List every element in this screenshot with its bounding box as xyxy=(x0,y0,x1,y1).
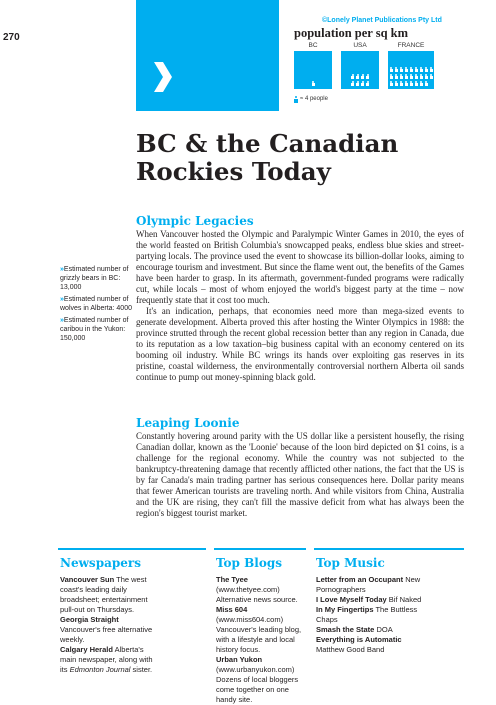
page-title: BC & the Canadian Rockies Today xyxy=(136,129,399,186)
person-icon xyxy=(405,67,408,72)
person-icon xyxy=(366,81,369,86)
column-heading-music: Top Music xyxy=(316,556,385,570)
list-item: I Love Myself Today Bif Naked xyxy=(316,595,422,604)
infographic-legend: ≈ 4 people xyxy=(300,96,328,102)
person-icon xyxy=(395,81,398,86)
person-icon xyxy=(425,81,428,86)
person-icon xyxy=(410,74,413,79)
person-icon xyxy=(400,67,403,72)
paragraph: Constantly hovering around parity with the US dollar like a persistent housefly, the rising Canadian dollar, known as the 'Loonie' because of the loon bird depicted on $1 coins, is a challenge for the regional economy. While the country was not subjected to the bankruptcy-threatening damage that recently afflicted other nations, the fact that the US is by far Canada's main trading partner has serious consequences here. Dollar parity means that fewer American tourists are traveling north. And while visitors from China, Australia and the UK are rising, they can't fill the massive deficit from what has always been the region's biggest tourist market. xyxy=(136,431,464,518)
person-icon xyxy=(312,81,315,86)
infographic-title: population per sq km xyxy=(294,26,409,40)
list-item: The Tyee (www.thetyee.com) Alternative news source. xyxy=(216,575,298,604)
sidebar-facts xyxy=(60,265,132,346)
person-icon xyxy=(390,74,393,79)
list-item: Urban Yukon (www.urbanyukon.com) Dozens of local bloggers come together on one handy site. xyxy=(216,655,299,704)
person-icon xyxy=(294,96,298,103)
copyright-notice: ©Lonely Planet Publications Pty Ltd xyxy=(322,17,442,24)
person-icon xyxy=(420,74,423,79)
page-number: 270 xyxy=(3,32,20,43)
person-icon xyxy=(410,81,413,86)
chevron-right-icon xyxy=(152,62,174,92)
person-icon xyxy=(430,74,433,79)
person-icon xyxy=(366,74,369,79)
music-list xyxy=(316,575,424,655)
section-body-olympic xyxy=(136,229,464,383)
paragraph: When Vancouver hosted the Olympic and Paralympic Winter Games in 2010, the eyes of the world feasted on British Columbia's snowcapped peaks, endless blue skies and street-partying locals. The province used the event to showcase its billion-dollar looks, aiming to encourage tourism and investment. But since the flame went out, the benefits of the Games have been harder to grasp. In its aftermath, government-funded programs were radically cut, while locals – most of whom enjoyed the world's biggest party at the time – now frequently state that it cost too much. xyxy=(136,229,464,305)
person-icon xyxy=(420,81,423,86)
list-item: Vancouver Sun The west coast's leading daily broadsheet; entertainment pull-out on Thursdays. xyxy=(60,575,148,614)
newspapers-list xyxy=(60,575,154,675)
person-icon xyxy=(400,74,403,79)
person-icon xyxy=(420,67,423,72)
country-label-bc: BC xyxy=(308,42,318,49)
list-item: Calgary Herald Alberta's main newspaper, along with its Edmonton Journal sister. xyxy=(60,645,153,674)
section-heading-olympic: Olympic Legacies xyxy=(136,214,254,228)
list-item: Letter from an Occupant New Pornographers xyxy=(316,575,421,594)
list-item: Everything is Automatic Matthew Good Band xyxy=(316,635,402,654)
population-box-usa xyxy=(341,51,379,89)
person-icon xyxy=(415,74,418,79)
list-item: In My Fingertips The Buttless Chaps xyxy=(316,605,418,624)
person-icon xyxy=(390,67,393,72)
person-icon xyxy=(405,74,408,79)
sidebar-fact: »Estimated number of grizzly bears in BC: 13,000 xyxy=(60,266,129,291)
person-icon xyxy=(410,67,413,72)
person-icon xyxy=(361,74,364,79)
list-item: Smash the State DOA xyxy=(316,625,393,634)
section-body-loonie xyxy=(136,431,464,519)
country-label-usa: USA xyxy=(353,42,367,49)
divider xyxy=(314,548,464,550)
person-icon xyxy=(361,81,364,86)
person-icon xyxy=(356,74,359,79)
person-icon xyxy=(405,81,408,86)
sidebar-fact: »Estimated number of wolves in Alberta: 4000 xyxy=(60,296,132,312)
hero-color-block xyxy=(136,0,279,111)
sidebar-fact: »Estimated number of caribou in the Yukon: 150,000 xyxy=(60,317,129,342)
person-icon xyxy=(351,81,354,86)
person-icon xyxy=(395,67,398,72)
divider xyxy=(58,548,206,550)
section-heading-loonie: Leaping Loonie xyxy=(136,416,240,430)
arrow-icon: » xyxy=(60,317,64,324)
divider xyxy=(214,548,306,550)
person-icon xyxy=(425,67,428,72)
paragraph: It's an indication, perhaps, that economies need more than mega-sized events to generate development. Alberta proved this after hosting the Winter Olympics in 1988: the province strutted through the recent global recession better than any region in Canada, due to its reputation as a low taxation–big business capital with an economy centered on its booming oil industry. While BC wrings its hands over exploiting gas reserves in its pristine, coastal wilderness, the environmentally controversial northern Alberta oil sands continue to pump out money-spinning black gold. xyxy=(136,306,464,382)
person-icon xyxy=(400,81,403,86)
arrow-icon: » xyxy=(60,266,64,273)
person-icon xyxy=(351,74,354,79)
list-item: Miss 604 (www.miss604.com) Vancouver's leading blog, with a lifestyle and local history focus. xyxy=(216,605,302,654)
person-icon xyxy=(425,74,428,79)
column-heading-blogs: Top Blogs xyxy=(216,556,282,570)
person-icon xyxy=(415,81,418,86)
blogs-list xyxy=(216,575,308,705)
country-label-france: FRANCE xyxy=(397,42,425,49)
person-icon xyxy=(356,81,359,86)
person-icon xyxy=(415,67,418,72)
person-icon xyxy=(395,74,398,79)
person-icon xyxy=(390,81,393,86)
population-box-bc xyxy=(294,51,332,89)
arrow-icon: » xyxy=(60,296,64,303)
list-item: Georgia Straight Vancouver's free alternative weekly. xyxy=(60,615,153,644)
column-heading-newspapers: Newspapers xyxy=(60,556,141,570)
person-icon xyxy=(430,67,433,72)
population-box-france xyxy=(388,51,434,89)
